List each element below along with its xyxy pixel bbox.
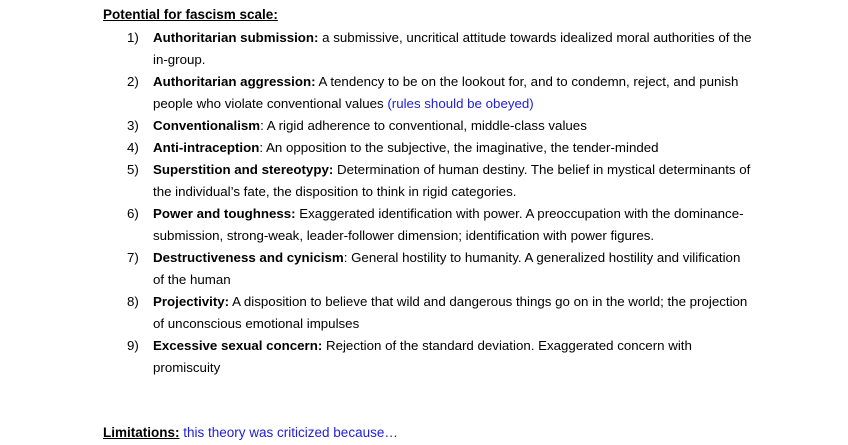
list-item <box>103 203 753 247</box>
item-description: : General hostility to humanity. A generalized hostility and vilification of the human <box>153 250 741 287</box>
item-number: 1) <box>127 30 139 45</box>
list-item <box>103 115 753 137</box>
item-number: 7) <box>127 250 139 265</box>
list-item <box>103 247 753 291</box>
item-term: Excessive sexual concern: <box>153 338 323 353</box>
list-item <box>103 27 753 71</box>
item-term: Projectivity: <box>153 294 230 309</box>
item-number: 6) <box>127 206 139 221</box>
item-description: Determination of human destiny. The belief in mystical determinants of the individual’s fate, the disposition to think in rigid categories. <box>153 162 751 199</box>
item-note: (rules should be obeyed) <box>387 96 534 111</box>
item-number: 8) <box>127 294 139 309</box>
item-number: 4) <box>127 140 139 155</box>
item-number: 9) <box>127 338 139 353</box>
item-term: Authoritarian submission: <box>153 30 319 45</box>
item-term: Superstition and stereotypy: <box>153 162 334 177</box>
item-description: : An opposition to the subjective, the imaginative, the tender-minded <box>259 140 659 155</box>
item-term: Destructiveness and cynicism <box>153 250 344 265</box>
item-description: A disposition to believe that wild and dangerous things go on in the world; the projection of unconscious emotional impulses <box>153 294 748 331</box>
section-heading: Potential for fascism scale: <box>103 7 278 22</box>
list-item <box>103 291 753 335</box>
item-number: 2) <box>127 74 139 89</box>
item-description: a submissive, uncritical attitude towards idealized moral authorities of the in-group. <box>153 30 752 67</box>
list-item <box>103 159 753 203</box>
item-term: Power and toughness: <box>153 206 296 221</box>
item-term: Authoritarian aggression: <box>153 74 316 89</box>
item-description: A tendency to be on the lookout for, and to condemn, reject, and punish people who violate conventional values <box>153 74 739 111</box>
item-number: 3) <box>127 118 139 133</box>
item-term: Anti-intraception <box>153 140 260 155</box>
fascism-scale-list <box>103 27 753 379</box>
list-item <box>103 137 753 159</box>
limitations-line <box>103 423 398 443</box>
list-item <box>103 335 753 379</box>
item-description: : A rigid adherence to conventional, middle-class values <box>260 118 587 133</box>
limitations-label: Limitations: <box>103 425 180 440</box>
limitations-text: this theory was criticized because… <box>179 425 398 440</box>
item-description: Exaggerated identification with power. A preoccupation with the dominance-submission, strong-weak, leader-follower dimension; identification with power figures. <box>153 206 744 243</box>
list-item <box>103 71 753 115</box>
item-number: 5) <box>127 162 139 177</box>
item-term: Conventionalism <box>153 118 261 133</box>
item-description: Rejection of the standard deviation. Exaggerated concern with promiscuity <box>153 338 692 375</box>
